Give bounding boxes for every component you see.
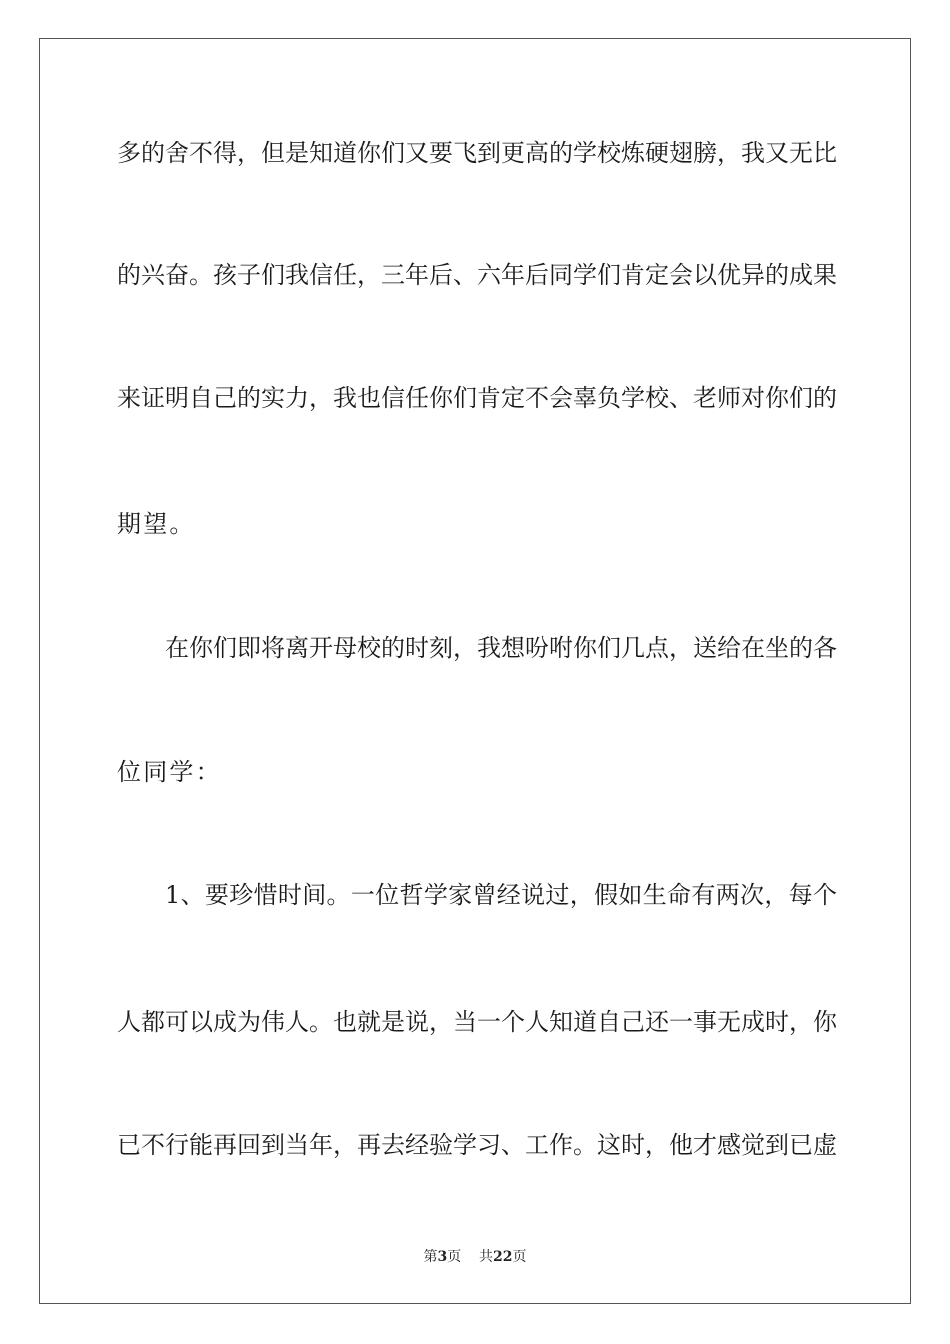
page-total: 22 bbox=[493, 1249, 513, 1265]
body-line-7: 1、要珍惜时间。一位哲学家曾经说过，假如生命有两次，每个 bbox=[165, 881, 837, 909]
page-current: 3 bbox=[437, 1249, 448, 1265]
body-line-8: 人都可以成为伟人。也就是说，当一个人知道自己还一事无成时，你 bbox=[117, 1008, 837, 1036]
body-line-9: 已不行能再回到当年，再去经验学习、工作。这时，他才感觉到已虚 bbox=[117, 1131, 837, 1159]
body-line-1: 多的舍不得，但是知道你们又要飞到更高的学校炼硬翅膀，我又无比 bbox=[117, 139, 837, 167]
page-prefix: 第 bbox=[423, 1249, 438, 1265]
total-unit: 页 bbox=[512, 1249, 527, 1265]
page-footer bbox=[0, 1248, 950, 1266]
body-line-4: 期望。 bbox=[117, 510, 196, 538]
body-line-6: 位同学： bbox=[117, 758, 222, 786]
body-line-2: 的兴奋。孩子们我信任，三年后、六年后同学们肯定会以优异的成果 bbox=[117, 261, 837, 289]
body-line-3: 来证明自己的实力，我也信任你们肯定不会辜负学校、老师对你们的 bbox=[117, 384, 837, 412]
total-prefix: 共 bbox=[479, 1249, 494, 1265]
body-line-5: 在你们即将离开母校的时刻，我想吩咐你们几点，送给在坐的各 bbox=[165, 634, 837, 662]
page-border bbox=[39, 38, 911, 1304]
page-unit: 页 bbox=[447, 1249, 462, 1265]
